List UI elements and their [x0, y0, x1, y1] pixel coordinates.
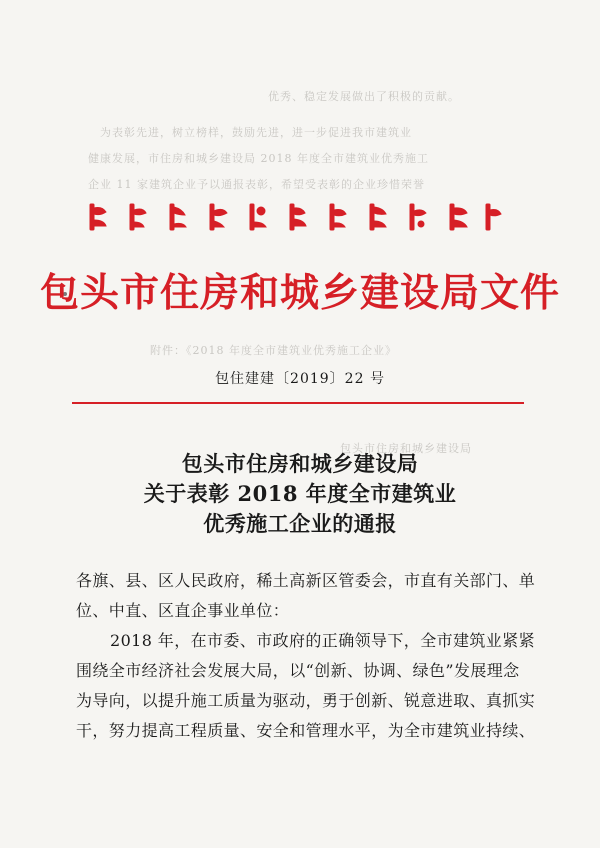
mongolian-word-2: [130, 204, 146, 230]
mongolian-title-script: [88, 198, 518, 236]
notice-heading-line-1: 包头市住房和城乡建设局: [181, 451, 419, 476]
body-text-line: 各旗、县、区人民政府，稀土高新区管委会，市直有关部门、单: [76, 571, 536, 590]
agency-title: 包头市住房和城乡建设局文件: [39, 270, 560, 316]
mongolian-word-1: [90, 204, 106, 230]
body-text-line: 为导向，以提升施工质量为驱动，勇于创新、锐意进取、真抓实: [76, 691, 536, 710]
red-divider-line: [72, 402, 524, 404]
mongolian-word-6: [290, 204, 306, 230]
bleed-through-line: 包头市住房和城乡建设局: [340, 442, 472, 455]
bleed-through-line: 优秀、稳定发展做出了积极的贡献。: [268, 90, 460, 103]
body-text-line: 2018 年，在市委、市政府的正确领导下，全市建筑业紧紧: [110, 631, 536, 650]
mongolian-word-3: [170, 204, 186, 230]
bleed-through-line: 健康发展，市住房和城乡建设局 2018 年度全市建筑业优秀施工: [88, 152, 429, 165]
mongolian-word-9: [410, 204, 426, 230]
body-text-line: 位、中直、区直企事业单位：: [76, 601, 290, 620]
mongolian-word-7: [330, 204, 346, 230]
notice-heading-line-3: 优秀施工企业的通报: [203, 511, 397, 536]
body-text-line: 围绕全市经济社会发展大局，以“创新、协调、绿色”发展理念: [76, 661, 520, 680]
bleed-through-line: 为表彰先进，树立榜样，鼓励先进，进一步促进我市建筑业: [100, 126, 412, 139]
mongolian-word-4: [210, 204, 227, 230]
body-text-line: 干，努力提高工程质量、安全和管理水平，为全市建筑业持续、: [76, 721, 536, 740]
mongolian-word-8: [370, 204, 386, 230]
notice-heading-line-2: 关于表彰 2018 年度全市建筑业: [143, 481, 457, 506]
document-number: 包住建建〔2019〕22 号: [215, 371, 385, 387]
bleed-through-line: 附件：《2018 年度全市建筑业优秀施工企业》: [150, 344, 397, 357]
mongolian-word-10: [450, 204, 501, 230]
bleed-through-line: 企业 11 家建筑企业予以通报表彰，希望受表彰的企业珍惜荣誉: [88, 178, 425, 191]
mongolian-word-5: [250, 204, 266, 230]
